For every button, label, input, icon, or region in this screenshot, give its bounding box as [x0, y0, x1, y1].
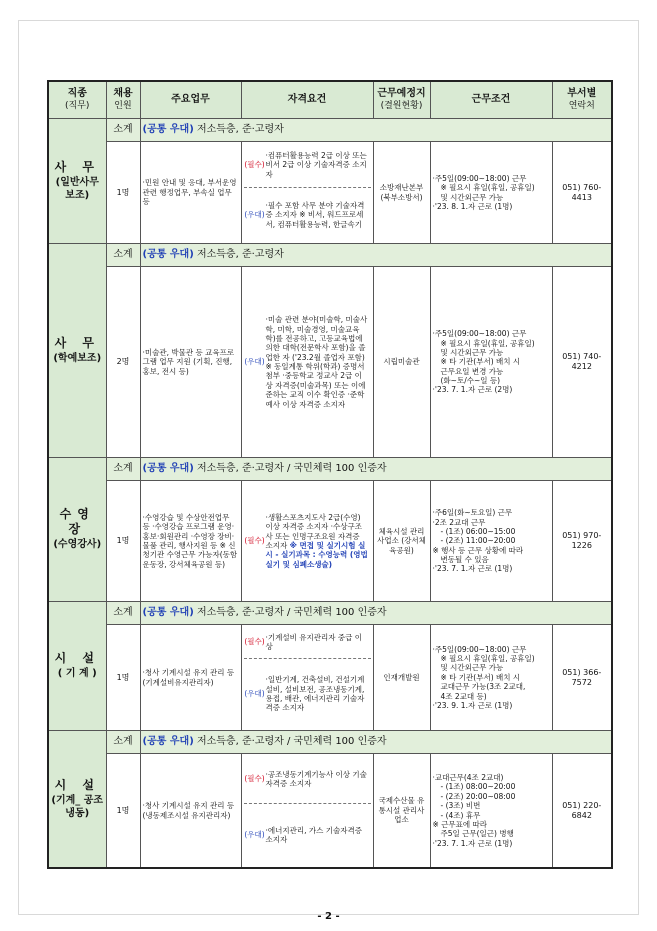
- header-qual: 자격요건: [241, 81, 373, 119]
- duty-text: ·미술관, 박물관 등 교육프로그램 업무 지원 (기획, 진행, 홍보, 전시 등): [140, 267, 241, 458]
- job-cell: 시 설 (기계_ 공조냉동): [48, 731, 106, 869]
- duty-text: ·청사 기계시설 유지 관리 등 (냉동제조시설 유지관리자): [140, 754, 241, 869]
- header-duty: 주요업무: [140, 81, 241, 119]
- sogae-label: 소계: [106, 458, 140, 481]
- sogae-label: 소계: [106, 244, 140, 267]
- work-place: 시립미술관: [373, 267, 430, 458]
- pref-text: ·에너지관리, 가스 기술자격증 소지자: [265, 825, 362, 844]
- must-tag: (필수): [244, 637, 265, 647]
- contact-phone: 051) 760-4413: [552, 142, 612, 244]
- sogae-label: 소계: [106, 119, 140, 142]
- contact-phone: 051) 740-4212: [552, 267, 612, 458]
- hire-count: 1명: [106, 481, 140, 602]
- job-cell: 수영장 (수영강사): [48, 458, 106, 602]
- sogae-row: [48, 602, 612, 625]
- sogae-row: [48, 119, 612, 142]
- job-cell: 사 무 (학예보조): [48, 244, 106, 458]
- sogae-label: 소계: [106, 731, 140, 754]
- pref-tag: (우대): [244, 357, 265, 367]
- hire-count: 1명: [106, 142, 140, 244]
- work-conditions: ·교대근무(4조 2교대) - (1조) 08:00~20:00 - (2조) 20:00~08:00 - (3조) 비번 - (4조) 휴무 ※ 근무표에 따라 주5일 근무(일근) 병행 ·'23. 7. 1.자 근로 (1명): [430, 754, 552, 869]
- page-number: - 2 -: [317, 911, 340, 922]
- common-prefer: (공통 우대) 저소득층, 준·고령자 / 국민체력 100 인증자: [140, 731, 612, 754]
- recruitment-table: [47, 80, 613, 869]
- header-cond: 근무조건: [430, 81, 552, 119]
- contact-phone: 051) 220-6842: [552, 754, 612, 869]
- must-text: ·공조냉동기계기능사 이상 기술자격증 소지자: [265, 769, 367, 788]
- must-tag: (필수): [244, 774, 265, 784]
- detail-row: [48, 754, 612, 869]
- work-place: 인재개발원: [373, 625, 430, 731]
- sogae-label: 소계: [106, 602, 140, 625]
- pref-tag: (우대): [244, 210, 265, 220]
- contact-phone: 051) 366-7572: [552, 625, 612, 731]
- pref-tag: (우대): [244, 830, 265, 840]
- sogae-row: [48, 458, 612, 481]
- qual-cell: [241, 481, 373, 602]
- exam-note: ※ 면접 및 실기시험 실시 - 실기과목 : 수영능력 (영법실기 및 심폐소생술): [265, 541, 368, 569]
- qual-cell: [241, 142, 373, 244]
- work-place: 체육시설 관리사업소 (강서체육공원): [373, 481, 430, 602]
- common-prefer: (공통 우대) 저소득층, 준·고령자 / 국민체력 100 인증자: [140, 602, 612, 625]
- must-text: ·생활스포츠지도사 2급(수영) 이상 자격증 소지자 ·수상구조사 또는 인명구조요원 자격증 소지자 ※ 면접 및 실기시험 실시 - 실기과목 : 수영능력 (영법실기 및 심폐소생술): [265, 512, 368, 569]
- must-tag: (필수): [244, 160, 265, 170]
- common-prefer: (공통 우대) 저소득층, 준·고령자: [140, 244, 612, 267]
- duty-text: ·수영강습 및 수상안전업무 등 ·수영강습 프로그램 운영·홍보·회원관리 ·수영장 장비·물품 관리, 행사지원 등 ※ 신청기관 수영근무 가능자(동함운동장, 강서체육공원 등): [140, 481, 241, 602]
- detail-row: [48, 267, 612, 458]
- pref-text: ·필수 포함 사무 분야 기술자격증 소지자 ※ 비서, 워드프로세서, 컴퓨터활용능력, 한글속기: [265, 200, 365, 229]
- detail-row: [48, 481, 612, 602]
- qual-cell: [241, 625, 373, 731]
- header-job: 직종 (직무): [48, 81, 106, 119]
- work-conditions: ·주5일(09:00~18:00) 근무 ※ 필요시 휴일(휴일, 공휴일) 및 시간외근무 가능 ·'23. 8. 1.자 근로 (1명): [430, 142, 552, 244]
- header-place: 근무예정지 (결원현황): [373, 81, 430, 119]
- must-text: ·컴퓨터활용능력 2급 이상 또는 비서 2급 이상 기술자격증 소지자: [265, 150, 367, 179]
- pref-text: ·일반기계, 건축설비, 건설기계설비, 설비보전, 공조냉동기계, 용접, 배관, 에너지관리 기술자격증 소지자: [265, 675, 365, 713]
- job-cell: 사 무 (일반사무 보조): [48, 119, 106, 244]
- header-contact: 부서별 연락처: [552, 81, 612, 119]
- detail-row: [48, 625, 612, 731]
- header-row: [48, 81, 612, 119]
- pref-tag: (우대): [244, 689, 265, 699]
- work-place: 국제수산물 유통시설 관리사업소: [373, 754, 430, 869]
- sogae-row: [48, 731, 612, 754]
- work-place: 소방재난본부 (북부소방서): [373, 142, 430, 244]
- pref-text: ·미술 관련 분야(미술학, 미술사학, 미학, 미술경영, 미술교육학)를 전공하고, 고등교육법에 의한 대학(전문학사 포함)을 졸업한 자 ('23.2월 졸업자 포함) ※ 동일계통 학위(학과) 증명서 첨부 ·중등학교 정교사 2급 이상 자격증(미술과목) 또는 이에 준하는 교직 이수 확인증 ·준학예사 이상 자격증 소지자: [265, 315, 368, 409]
- detail-row: [48, 142, 612, 244]
- duty-text: ·청사 기계시설 유지 관리 등 (기계설비유지관리자): [140, 625, 241, 731]
- common-prefer: (공통 우대) 저소득층, 준·고령자: [140, 119, 612, 142]
- sogae-row: [48, 244, 612, 267]
- header-hire: 채용 인원: [106, 81, 140, 119]
- hire-count: 1명: [106, 625, 140, 731]
- work-conditions: ·주5일(09:00~18:00) 근무 ※ 필요시 휴일(휴일, 공휴일) 및 시간외근무 가능 ※ 타 기관(부서) 배치 시 근무요일 변경 가능 (화~토/수~일 등) ·'23. 7. 1.자 근로 (2명): [430, 267, 552, 458]
- work-conditions: ·주6일(화~토요일) 근무 ·2조 2교대 근무 - (1조) 06:00~15:00 - (2조) 11:00~20:00 ※ 행사 등 근무 상황에 따라 변동될 수 있음 ·'23. 7. 1.자 근로 (1명): [430, 481, 552, 602]
- must-tag: (필수): [244, 536, 265, 546]
- hire-count: 1명: [106, 754, 140, 869]
- hire-count: 2명: [106, 267, 140, 458]
- common-prefer: (공통 우대) 저소득층, 준·고령자 / 국민체력 100 인증자: [140, 458, 612, 481]
- job-cell: 시 설 ( 기 계 ): [48, 602, 106, 731]
- contact-phone: 051) 970-1226: [552, 481, 612, 602]
- duty-text: ·민원 안내 및 응대, 부서운영 관련 행정업무, 부속실 업무 등: [140, 142, 241, 244]
- work-conditions: ·주5일(09:00~18:00) 근무 ※ 필요시 휴일(휴일, 공휴일) 및 시간외근무 가능 ※ 타 기관(부서) 배치 시 교대근무 가능(3조 2교대, 4조 2교대 등) ·'23. 9. 1.자 근로 (1명): [430, 625, 552, 731]
- qual-cell: [241, 267, 373, 458]
- must-text: ·기계설비 유지관리자 중급 이상: [265, 632, 362, 651]
- qual-cell: [241, 754, 373, 869]
